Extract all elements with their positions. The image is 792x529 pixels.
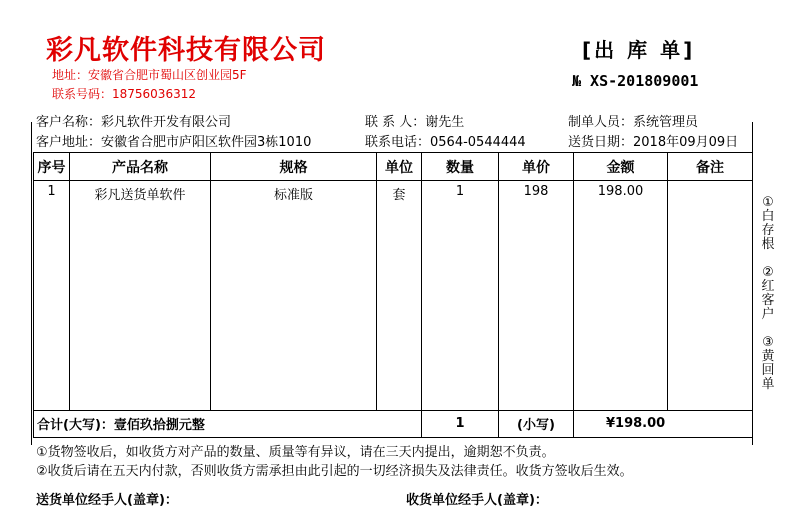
header-product: 产品名称	[70, 153, 211, 181]
contact-tel: 0564-0544444	[430, 135, 526, 150]
maker-row	[568, 111, 698, 130]
cell-unit: 套	[377, 181, 422, 410]
receiver-signature-label: 收货单位经手人(盖章)：	[406, 493, 548, 508]
cell-amount: 198.00	[574, 181, 668, 410]
cell-seq: 1	[34, 181, 70, 410]
note-line-1: ①货物签收后，如收货方对产品的数量、质量等有异议，请在三天内提出，逾期恕不负责。	[36, 445, 555, 460]
cell-spec: 标准版	[211, 181, 377, 410]
tel-label: 联系电话：	[365, 135, 431, 150]
cell-product: 彩凡送货单软件	[70, 181, 211, 410]
date-label: 送货日期：	[568, 135, 634, 150]
cell-remark	[668, 181, 753, 410]
copy-label-white: ①白存根	[761, 195, 775, 252]
total-row	[34, 410, 753, 437]
cell-price: 198	[499, 181, 574, 410]
header-remark: 备注	[668, 153, 753, 181]
date-row	[568, 131, 738, 150]
sender-signature-label: 送货单位经手人(盖章)：	[36, 493, 178, 508]
header-spec: 规格	[211, 153, 377, 181]
table-row	[34, 181, 753, 410]
customer-address-label: 客户地址：	[36, 135, 102, 150]
contact-person: 谢先生	[425, 115, 465, 130]
delivery-date: 2018年09月09日	[633, 135, 739, 150]
customer-address: 安徽省合肥市庐阳区软件园3栋1010	[101, 135, 312, 150]
customer-address-row	[36, 131, 311, 150]
header-price: 单价	[499, 153, 574, 181]
header-qty: 数量	[422, 153, 499, 181]
total-qty: 1	[422, 410, 499, 437]
customer-name-label: 客户名称：	[36, 115, 102, 130]
company-address: 地址：安徽省合肥市蜀山区创业园5F	[52, 68, 247, 82]
total-amount: ¥198.00	[574, 410, 753, 437]
customer-name: 彩凡软件开发有限公司	[101, 115, 232, 130]
tel-row	[365, 131, 526, 150]
total-uppercase: 合计(大写)：壹佰玖拾捌元整	[34, 410, 422, 437]
contact-label: 联 系 人：	[365, 115, 426, 130]
header-amount: 金额	[574, 153, 668, 181]
header-seq: 序号	[34, 153, 70, 181]
table-header-row	[34, 153, 753, 181]
maker-label: 制单人员：	[568, 115, 634, 130]
copy-label-yellow: ③黄回单	[761, 335, 775, 392]
copy-label-red: ②红客户	[761, 265, 775, 322]
cell-qty: 1	[422, 181, 499, 410]
contact-row	[365, 111, 464, 130]
company-phone: 联系号码：18756036312	[52, 87, 196, 101]
frame-left-line	[31, 122, 32, 445]
customer-name-row	[36, 111, 231, 130]
company-name: 彩凡软件科技有限公司	[46, 35, 326, 66]
maker-name: 系统管理员	[633, 115, 699, 130]
items-table	[33, 152, 753, 438]
note-line-2: ②收货后请在五天内付款，否则收货方需承担由此引起的一切经济损失及法律责任。收货方签收后生效。	[36, 464, 633, 479]
header-unit: 单位	[377, 153, 422, 181]
document-title: [出 库 单]	[582, 38, 696, 62]
document-number: № XS-201809001	[572, 72, 699, 90]
total-small-label: (小写)	[499, 410, 574, 437]
